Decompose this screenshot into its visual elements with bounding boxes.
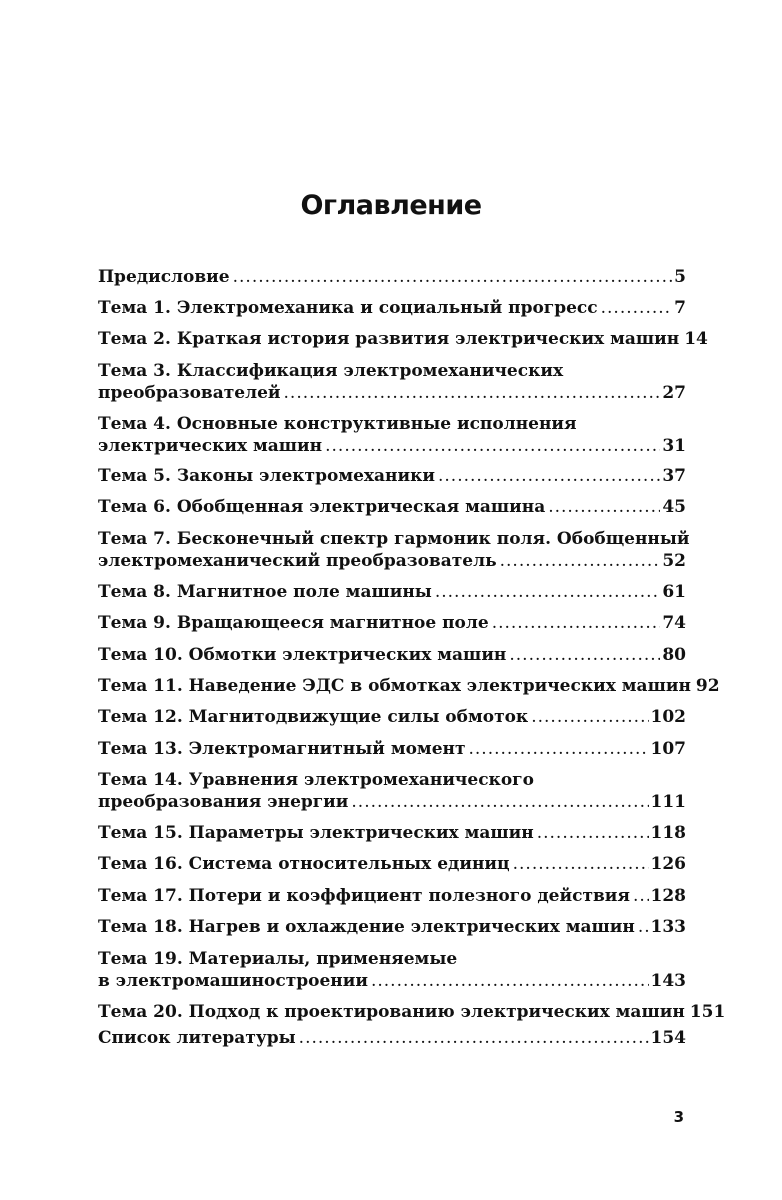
toc-entry-title: электрических машин (98, 436, 323, 456)
toc-entry-leader-line (98, 297, 686, 319)
dot-leader (500, 550, 661, 572)
toc-entry-leader-line (98, 266, 686, 288)
toc-entry[interactable] (98, 360, 686, 404)
toc-entry-page: 151 (689, 1002, 726, 1022)
dot-leader (438, 465, 660, 487)
toc-entry-leader-line (98, 435, 686, 457)
toc-entry[interactable] (98, 853, 686, 875)
toc-entry[interactable] (98, 706, 686, 728)
toc-entry-title: Тема 16. Система относительных единиц (98, 854, 510, 874)
toc-entry-title-line: Тема 19. Материалы, применяемые (98, 949, 458, 969)
toc-entry-title: электромеханический преобразователь (98, 551, 497, 571)
toc-entry[interactable] (98, 769, 686, 813)
toc-entry-leader-line (98, 465, 686, 487)
toc-entry-leader-line (98, 328, 708, 350)
dot-leader (468, 738, 648, 760)
toc-entry[interactable] (98, 266, 686, 288)
toc-entry[interactable] (98, 675, 720, 697)
toc-entry[interactable] (98, 297, 686, 319)
toc-entry-page: 126 (650, 854, 686, 874)
page-number: 3 (673, 1108, 684, 1126)
toc-entry-page: 111 (650, 792, 686, 812)
toc-entry-page: 102 (650, 707, 686, 727)
toc-entry-page: 61 (662, 582, 686, 602)
toc-entry-leader-line (98, 675, 720, 697)
toc-entry-title: Тема 12. Магнитодвижущие силы обмоток (98, 707, 529, 727)
toc-entry-title: Тема 9. Вращающееся магнитное поле (98, 613, 489, 633)
toc-entry-title: Тема 13. Электромагнитный момент (98, 739, 466, 759)
toc-entry-leader-line (98, 822, 686, 844)
toc-entry-title: Тема 17. Потери и коэффициент полезного действия (98, 886, 630, 906)
dot-leader (548, 496, 660, 518)
toc-entry-leader-line (98, 791, 686, 813)
toc-entry-title: Тема 20. Подход к проектированию электрических машин (98, 1002, 685, 1022)
toc-entry-page: 107 (650, 739, 686, 759)
toc-entry[interactable] (98, 916, 686, 938)
toc-entry-leader-line (98, 382, 686, 404)
toc-entry[interactable] (98, 948, 686, 992)
toc-entry[interactable] (98, 612, 686, 634)
toc-entry-page: 74 (662, 613, 686, 633)
toc-entry-title: Тема 1. Электромеханика и социальный прогресс (98, 298, 598, 318)
toc-entry-title: Тема 10. Обмотки электрических машин (98, 645, 507, 665)
toc-entry-title-line: Тема 14. Уравнения электромеханического (98, 770, 534, 790)
toc-entry-leader-line (98, 581, 686, 603)
dot-leader (601, 297, 673, 319)
dot-leader (633, 885, 649, 907)
toc-entry[interactable] (98, 496, 686, 518)
toc-entry[interactable] (98, 1027, 686, 1049)
toc-entry[interactable] (98, 413, 686, 457)
toc-entry[interactable] (98, 328, 708, 350)
dot-leader (513, 853, 649, 875)
toc-entry-page: 118 (650, 823, 686, 843)
toc-entry[interactable] (98, 465, 686, 487)
toc-entry-leader-line (98, 853, 686, 875)
toc-entry-leader-line (98, 970, 686, 992)
toc-entry-title: Список литературы (98, 1028, 296, 1048)
toc-entry[interactable] (98, 528, 690, 572)
toc-entry-page: 7 (674, 298, 686, 318)
dot-leader (435, 581, 660, 603)
toc-entry[interactable] (98, 644, 686, 666)
toc-entry[interactable] (98, 1001, 726, 1023)
toc-entry-title-line: Тема 4. Основные конструктивные исполнения (98, 414, 577, 434)
toc-entry-page: 37 (662, 466, 686, 486)
toc-entry-page: 128 (650, 886, 686, 906)
toc-entry-leader-line (98, 1027, 686, 1049)
dot-leader (299, 1027, 649, 1049)
toc-entry-page: 5 (674, 267, 686, 287)
page-title: Оглавление (300, 190, 482, 221)
toc-entry-title-line: Тема 3. Классификация электромеханических (98, 361, 564, 381)
toc-entry-leader-line (98, 885, 686, 907)
dot-leader (492, 612, 661, 634)
toc-entry-leader-line (98, 644, 686, 666)
toc-entry-title: Тема 8. Магнитное поле машины (98, 582, 432, 602)
toc-entry-leader-line (98, 550, 686, 572)
dot-leader (351, 791, 648, 813)
toc-entry[interactable] (98, 822, 686, 844)
toc-entry[interactable] (98, 885, 686, 907)
dot-leader (325, 435, 660, 457)
dot-leader (509, 644, 660, 666)
toc-entry-leader-line (98, 1001, 726, 1023)
dot-leader (537, 822, 649, 844)
toc-entry-page: 154 (650, 1028, 686, 1048)
toc-entry-page: 80 (662, 645, 686, 665)
toc-entry-title: в электромашиностроении (98, 971, 368, 991)
toc-entry-page: 143 (650, 971, 686, 991)
toc-entry-leader-line (98, 916, 686, 938)
dot-leader (371, 970, 649, 992)
toc-entry-page: 31 (662, 436, 686, 456)
toc-entry-page: 92 (695, 676, 720, 696)
toc-entry-title: Тема 18. Нагрев и охлаждение электрических машин (98, 917, 635, 937)
toc-entry-title: Тема 5. Законы электромеханики (98, 466, 435, 486)
dot-leader (284, 382, 661, 404)
toc-entry-page: 45 (662, 497, 686, 517)
toc-entry-page: 133 (650, 917, 686, 937)
toc-entry-title: Тема 11. Наведение ЭДС в обмотках электрических машин (98, 676, 691, 696)
dot-leader (531, 706, 648, 728)
toc-entry-title: Тема 15. Параметры электрических машин (98, 823, 534, 843)
toc-entry-leader-line (98, 738, 686, 760)
toc-entry[interactable] (98, 581, 686, 603)
toc-entry-title-line: Тема 7. Бесконечный спектр гармоник поля. Обобщенный (98, 529, 690, 549)
toc-entry-page: 14 (684, 329, 708, 349)
toc-entry-title: преобразователей (98, 383, 281, 403)
toc-entry-title: Тема 6. Обобщенная электрическая машина (98, 497, 546, 517)
toc-entry-title: Предисловие (98, 267, 230, 287)
toc-entry-leader-line (98, 706, 686, 728)
toc-entry-page: 52 (662, 551, 686, 571)
toc-entry-leader-line (98, 496, 686, 518)
toc-entry-page: 27 (662, 383, 686, 403)
toc-entry-leader-line (98, 612, 686, 634)
toc-entry[interactable] (98, 738, 686, 760)
toc-entry-title: преобразования энергии (98, 792, 349, 812)
dot-leader (638, 916, 649, 938)
dot-leader (233, 266, 673, 288)
toc-entry-title: Тема 2. Краткая история развития электрических машин (98, 329, 680, 349)
